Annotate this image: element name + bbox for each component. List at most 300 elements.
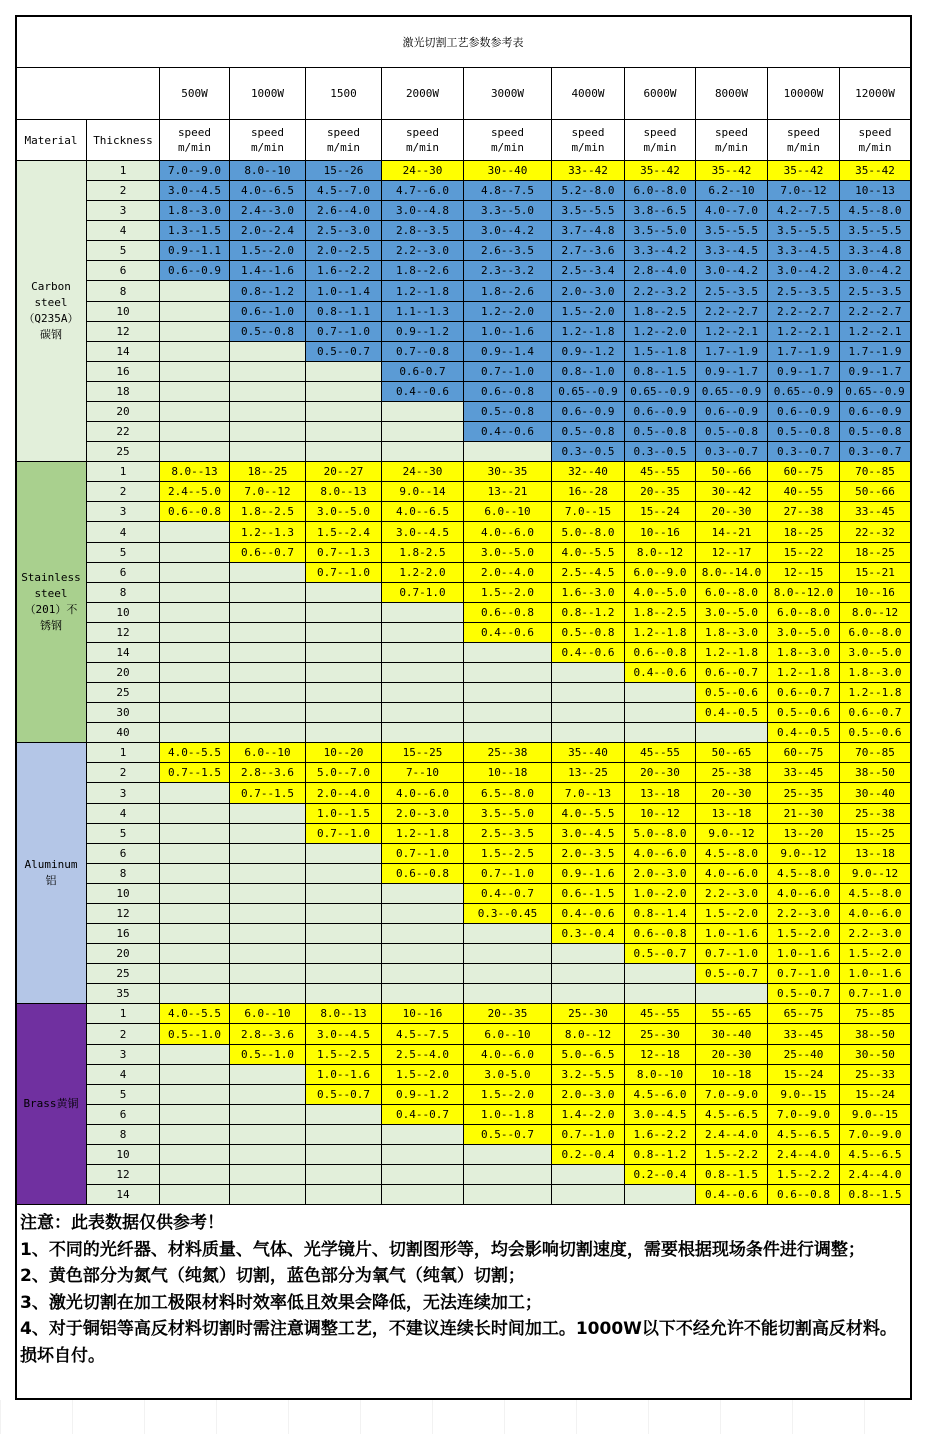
speed-cell: 0.4--0.6 xyxy=(382,382,464,402)
speed-cell: 15--22 xyxy=(768,543,840,563)
thickness-cell: 12 xyxy=(87,904,160,924)
speed-cell: 15--25 xyxy=(840,824,911,844)
speed-cell xyxy=(160,442,230,462)
speed-cell xyxy=(160,824,230,844)
speed-cell xyxy=(552,663,625,683)
speed-cell: 7.0--15 xyxy=(552,502,625,522)
speed-cell: 0.6--0.9 xyxy=(160,261,230,281)
speed-cell: 1.2--2.1 xyxy=(840,322,911,342)
speed-cell: 20--27 xyxy=(306,462,382,482)
speed-cell: 25--30 xyxy=(625,1024,696,1045)
speed-cell: 3.8--6.5 xyxy=(625,201,696,221)
unit-header xyxy=(160,120,230,161)
speed-cell: 4.0--5.5 xyxy=(160,1004,230,1024)
speed-cell: 38--50 xyxy=(840,1024,911,1045)
speed-cell: 6.0--10 xyxy=(230,743,306,763)
speed-cell: 0.9--1.2 xyxy=(552,342,625,362)
speed-cell xyxy=(160,281,230,302)
speed-cell: 9.0--12 xyxy=(768,844,840,864)
speed-cell: 35--42 xyxy=(768,161,840,181)
speed-cell: 15--26 xyxy=(306,161,382,181)
material-cell xyxy=(16,1004,87,1205)
speed-cell: 4.5--8.0 xyxy=(840,884,911,904)
speed-cell xyxy=(230,984,306,1004)
speed-cell xyxy=(230,824,306,844)
speed-cell: 1.8--3.0 xyxy=(696,623,768,643)
speed-cell: 13--25 xyxy=(552,763,625,783)
speed-cell: 1.0--1.6 xyxy=(306,1065,382,1085)
speed-cell: 2.5--3.5 xyxy=(768,281,840,302)
speed-cell xyxy=(160,1185,230,1205)
speed-cell: 0.5--0.8 xyxy=(552,422,625,442)
speed-cell: 0.6--0.9 xyxy=(840,402,911,422)
speed-cell: 0.7--1.5 xyxy=(230,783,306,804)
speed-cell xyxy=(382,1165,464,1185)
speed-cell xyxy=(382,904,464,924)
power-header: 1500 xyxy=(306,68,382,120)
speed-cell: 0.5--0.7 xyxy=(306,342,382,362)
speed-cell xyxy=(230,603,306,623)
speed-cell xyxy=(230,1125,306,1145)
speed-cell: 3.0--4.5 xyxy=(306,1024,382,1045)
speed-cell: 16--28 xyxy=(552,482,625,502)
thickness-cell: 2 xyxy=(87,1024,160,1045)
speed-cell xyxy=(230,1065,306,1085)
unit-mmin-label: m/min xyxy=(858,141,892,154)
speed-cell: 45--55 xyxy=(625,1004,696,1024)
speed-cell xyxy=(382,442,464,462)
speed-cell: 4.0--5.5 xyxy=(552,543,625,563)
speed-cell xyxy=(230,442,306,462)
thickness-cell: 4 xyxy=(87,1065,160,1085)
speed-cell: 1.8--3.0 xyxy=(768,643,840,663)
speed-cell xyxy=(382,703,464,723)
speed-cell: 4.5--7.0 xyxy=(306,181,382,201)
speed-cell: 0.3--0.5 xyxy=(625,442,696,462)
speed-cell xyxy=(306,1105,382,1125)
speed-cell: 24--30 xyxy=(382,161,464,181)
speed-cell: 4.0--7.0 xyxy=(696,201,768,221)
speed-cell: 1.0--1.4 xyxy=(306,281,382,302)
speed-cell xyxy=(160,583,230,603)
speed-cell: 0.6--0.8 xyxy=(464,382,552,402)
speed-cell: 1.5--2.0 xyxy=(230,241,306,261)
speed-cell xyxy=(552,984,625,1004)
speed-cell xyxy=(160,944,230,964)
thickness-cell: 16 xyxy=(87,924,160,944)
thickness-cell: 1 xyxy=(87,161,160,181)
speed-cell xyxy=(230,924,306,944)
speed-cell: 18--25 xyxy=(768,522,840,543)
notes-block xyxy=(16,1208,911,1399)
material-cell xyxy=(16,462,87,743)
speed-cell xyxy=(306,1185,382,1205)
speed-cell xyxy=(464,703,552,723)
thickness-cell: 25 xyxy=(87,442,160,462)
speed-cell xyxy=(160,703,230,723)
speed-cell xyxy=(230,342,306,362)
thickness-cell: 14 xyxy=(87,1185,160,1205)
speed-cell: 25--30 xyxy=(552,1004,625,1024)
speed-cell: 13--20 xyxy=(768,824,840,844)
speed-cell: 27--38 xyxy=(768,502,840,522)
speed-cell: 3.3--4.5 xyxy=(696,241,768,261)
speed-cell: 20--30 xyxy=(696,502,768,522)
speed-cell: 15--24 xyxy=(768,1065,840,1085)
speed-cell: 0.4--0.6 xyxy=(552,904,625,924)
speed-cell xyxy=(160,342,230,362)
thickness-cell: 20 xyxy=(87,663,160,683)
speed-cell xyxy=(696,723,768,743)
speed-cell: 21--30 xyxy=(768,804,840,824)
speed-cell xyxy=(382,422,464,442)
speed-cell xyxy=(464,1165,552,1185)
speed-cell: 1.6--2.2 xyxy=(306,261,382,281)
speed-cell: 1.5--2.0 xyxy=(464,583,552,603)
speed-cell: 7.0--9.0 xyxy=(696,1085,768,1105)
speed-cell: 2.5--3.5 xyxy=(840,281,911,302)
speed-cell: 0.7--1.0 xyxy=(382,844,464,864)
thickness-cell: 1 xyxy=(87,743,160,763)
speed-cell: 0.9--1.7 xyxy=(696,362,768,382)
unit-header xyxy=(306,120,382,161)
speed-cell: 10--12 xyxy=(625,804,696,824)
speed-cell: 0.4--0.6 xyxy=(552,643,625,663)
note-4: 4、对于铜铝等高反材料切割时需注意调整工艺，不建议连续长时间加工。1000W以下不经允许不能切割高反材料。损坏自付。 xyxy=(20,1319,897,1366)
speed-cell: 1.8--3.0 xyxy=(840,663,911,683)
speed-cell: 4.5--7.5 xyxy=(382,1024,464,1045)
speed-cell: 0.2--0.4 xyxy=(625,1165,696,1185)
speed-cell: 0.8--1.2 xyxy=(230,281,306,302)
speed-cell: 0.4--0.5 xyxy=(768,723,840,743)
unit-header xyxy=(464,120,552,161)
speed-cell: 0.3--0.7 xyxy=(696,442,768,462)
thickness-cell: 40 xyxy=(87,723,160,743)
thickness-cell: 18 xyxy=(87,382,160,402)
speed-cell: 0.8--1.5 xyxy=(840,1185,911,1205)
speed-cell: 0.6-0.7 xyxy=(382,362,464,382)
speed-cell: 0.4--0.6 xyxy=(464,623,552,643)
speed-cell: 12--18 xyxy=(625,1045,696,1065)
speed-cell: 0.5--0.6 xyxy=(840,723,911,743)
speed-cell: 2.3--3.2 xyxy=(464,261,552,281)
speed-cell: 30--40 xyxy=(840,783,911,804)
speed-cell: 9.0--12 xyxy=(696,824,768,844)
speed-cell xyxy=(306,583,382,603)
speed-cell: 38--50 xyxy=(840,763,911,783)
power-header: 8000W xyxy=(696,68,768,120)
unit-speed-label: speed xyxy=(250,126,285,139)
speed-cell xyxy=(160,1125,230,1145)
speed-cell: 0.5--0.7 xyxy=(768,984,840,1004)
speed-cell xyxy=(382,964,464,984)
speed-cell: 0.2--0.4 xyxy=(552,1145,625,1165)
thickness-cell: 8 xyxy=(87,864,160,884)
speed-cell xyxy=(306,703,382,723)
speed-cell xyxy=(160,884,230,904)
speed-cell xyxy=(160,603,230,623)
speed-cell: 70--85 xyxy=(840,462,911,482)
thickness-cell: 8 xyxy=(87,583,160,603)
speed-cell xyxy=(464,944,552,964)
thickness-cell: 14 xyxy=(87,342,160,362)
speed-cell xyxy=(464,683,552,703)
speed-cell xyxy=(382,663,464,683)
speed-cell: 5.0--7.0 xyxy=(306,763,382,783)
material-name-line: （Q235A） xyxy=(23,312,79,326)
speed-cell: 2.4--3.0 xyxy=(230,201,306,221)
thickness-cell: 8 xyxy=(87,1125,160,1145)
speed-cell: 0.7--0.8 xyxy=(382,342,464,362)
speed-cell xyxy=(464,723,552,743)
unit-speed-label: speed xyxy=(326,126,361,139)
thickness-cell: 20 xyxy=(87,402,160,422)
speed-cell xyxy=(160,543,230,563)
speed-cell: 0.6--0.7 xyxy=(768,683,840,703)
speed-cell: 10--18 xyxy=(464,763,552,783)
speed-cell: 0.4--0.6 xyxy=(696,1185,768,1205)
speed-cell: 3.0--5.0 xyxy=(306,502,382,522)
speed-cell xyxy=(464,984,552,1004)
speed-cell xyxy=(160,302,230,322)
speed-cell: 0.3--0.45 xyxy=(464,904,552,924)
speed-cell: 2.2--3.0 xyxy=(840,924,911,944)
speed-cell xyxy=(382,884,464,904)
speed-cell xyxy=(306,603,382,623)
speed-cell: 2.0--3.0 xyxy=(625,864,696,884)
speed-cell xyxy=(382,603,464,623)
speed-cell: 0.3--0.7 xyxy=(768,442,840,462)
speed-cell: 0.5--0.8 xyxy=(840,422,911,442)
speed-cell: 1.2--1.8 xyxy=(552,322,625,342)
speed-cell xyxy=(230,643,306,663)
speed-cell: 4.5--6.0 xyxy=(625,1085,696,1105)
speed-cell xyxy=(230,884,306,904)
speed-cell: 4.5--8.0 xyxy=(768,864,840,884)
thickness-cell: 10 xyxy=(87,884,160,904)
speed-cell: 0.4--0.6 xyxy=(464,422,552,442)
speed-cell xyxy=(160,643,230,663)
material-header: Material xyxy=(16,120,87,161)
speed-cell: 10--18 xyxy=(696,1065,768,1085)
speed-cell xyxy=(160,563,230,583)
speed-cell: 1.2--1.3 xyxy=(230,522,306,543)
unit-speed-label: speed xyxy=(786,126,821,139)
speed-cell: 1.7--1.9 xyxy=(696,342,768,362)
speed-cell: 1.2--2.1 xyxy=(768,322,840,342)
speed-cell: 1.1--1.3 xyxy=(382,302,464,322)
speed-cell: 1.2--1.8 xyxy=(696,643,768,663)
speed-cell: 1.2--1.8 xyxy=(382,824,464,844)
speed-cell: 70--85 xyxy=(840,743,911,763)
unit-mmin-label: m/min xyxy=(643,141,677,154)
speed-cell xyxy=(552,1185,625,1205)
speed-cell: 35--40 xyxy=(552,743,625,763)
speed-cell: 3.7--4.8 xyxy=(552,221,625,241)
speed-cell: 1.0--1.8 xyxy=(464,1105,552,1125)
speed-cell xyxy=(160,844,230,864)
speed-cell: 10--16 xyxy=(625,522,696,543)
speed-cell xyxy=(382,683,464,703)
speed-cell xyxy=(306,1125,382,1145)
speed-cell xyxy=(230,844,306,864)
speed-cell xyxy=(230,1165,306,1185)
unit-mmin-label: m/min xyxy=(405,141,440,154)
speed-cell: 3.0--4.2 xyxy=(464,221,552,241)
speed-cell: 4.0--5.0 xyxy=(625,583,696,603)
speed-cell: 0.65--0.9 xyxy=(768,382,840,402)
speed-cell xyxy=(306,382,382,402)
speed-cell: 4.7--6.0 xyxy=(382,181,464,201)
speed-cell: 2.0--3.0 xyxy=(552,1085,625,1105)
speed-cell: 33--45 xyxy=(840,502,911,522)
speed-cell: 0.8--1.5 xyxy=(696,1165,768,1185)
speed-cell: 1.3--1.5 xyxy=(160,221,230,241)
speed-cell: 2.0--3.0 xyxy=(382,804,464,824)
speed-cell: 0.7--1.0 xyxy=(464,864,552,884)
speed-cell xyxy=(160,1145,230,1165)
speed-cell xyxy=(160,683,230,703)
speed-cell: 4.0--6.0 xyxy=(840,904,911,924)
speed-cell: 2.8--3.6 xyxy=(230,763,306,783)
speed-cell: 2.2--3.2 xyxy=(625,281,696,302)
speed-cell: 1.6--2.2 xyxy=(625,1125,696,1145)
speed-cell: 30--42 xyxy=(696,482,768,502)
speed-cell xyxy=(230,663,306,683)
speed-cell: 13--18 xyxy=(625,783,696,804)
speed-cell: 22--32 xyxy=(840,522,911,543)
speed-cell: 32--40 xyxy=(552,462,625,482)
speed-cell: 3.0--4.5 xyxy=(160,181,230,201)
speed-cell: 3.0--4.5 xyxy=(382,522,464,543)
speed-cell: 15--24 xyxy=(625,502,696,522)
note-0: 注意：此表数据仅供参考！ xyxy=(20,1213,224,1233)
speed-cell: 10--16 xyxy=(382,1004,464,1024)
speed-cell: 0.5--0.8 xyxy=(230,322,306,342)
speed-cell xyxy=(230,1185,306,1205)
unit-mmin-label: m/min xyxy=(177,141,212,154)
speed-cell xyxy=(306,984,382,1004)
speed-cell: 3.3--4.5 xyxy=(768,241,840,261)
speed-cell: 0.4--0.6 xyxy=(625,663,696,683)
speed-cell: 6.0--9.0 xyxy=(625,563,696,583)
power-header: 12000W xyxy=(840,68,911,120)
speed-cell: 0.9--1.1 xyxy=(160,241,230,261)
note-1: 1、不同的光纤器、材料质量、气体、光学镜片、切割图形等，均会影响切割速度，需要根据现场条件进行调整； xyxy=(20,1239,865,1260)
speed-cell: 1.5--2.5 xyxy=(306,1045,382,1065)
material-name-line: 碳钢 xyxy=(40,328,62,342)
speed-cell: 1.2--2.0 xyxy=(464,302,552,322)
speed-cell: 10--20 xyxy=(306,743,382,763)
speed-cell: 1.0--2.0 xyxy=(625,884,696,904)
speed-cell: 2.5--3.5 xyxy=(696,281,768,302)
speed-cell: 30--40 xyxy=(464,161,552,181)
speed-cell: 0.6--0.8 xyxy=(768,1185,840,1205)
thickness-cell: 4 xyxy=(87,221,160,241)
thickness-cell: 16 xyxy=(87,362,160,382)
speed-cell: 4.0--5.5 xyxy=(552,804,625,824)
speed-cell: 0.4--0.5 xyxy=(696,703,768,723)
speed-cell: 33--42 xyxy=(552,161,625,181)
speed-cell: 0.6--0.9 xyxy=(625,402,696,422)
speed-cell: 3.5--5.5 xyxy=(552,201,625,221)
speed-cell: 1.0--1.6 xyxy=(696,924,768,944)
speed-cell: 8.0--13 xyxy=(160,462,230,482)
speed-cell: 3.0--4.8 xyxy=(382,201,464,221)
speed-cell: 3.3--4.8 xyxy=(840,241,911,261)
speed-cell: 35--42 xyxy=(625,161,696,181)
power-header: 3000W xyxy=(464,68,552,120)
speed-cell: 3.5--5.5 xyxy=(696,221,768,241)
speed-cell: 0.9--1.7 xyxy=(840,362,911,382)
speed-cell: 4.0--6.0 xyxy=(464,1045,552,1065)
unit-header xyxy=(840,120,911,161)
speed-cell: 2.8--3.6 xyxy=(230,1024,306,1045)
thickness-cell: 25 xyxy=(87,964,160,984)
speed-cell: 45--55 xyxy=(625,462,696,482)
speed-cell: 4.0--6.0 xyxy=(768,884,840,904)
speed-cell: 0.9--1.7 xyxy=(768,362,840,382)
material-name-line: Stainless xyxy=(21,571,81,585)
unit-mmin-label: m/min xyxy=(571,141,605,154)
speed-cell: 2.8--3.5 xyxy=(382,221,464,241)
speed-cell xyxy=(160,422,230,442)
speed-cell: 0.6--0.8 xyxy=(625,924,696,944)
speed-cell xyxy=(230,703,306,723)
speed-cell: 4.5--6.5 xyxy=(696,1105,768,1125)
speed-cell: 60--75 xyxy=(768,743,840,763)
speed-cell: 2.0--4.0 xyxy=(464,563,552,583)
unit-mmin-label: m/min xyxy=(786,141,821,154)
speed-cell: 7.0--9.0 xyxy=(840,1125,911,1145)
speed-cell: 55--65 xyxy=(696,1004,768,1024)
thickness-cell: 10 xyxy=(87,1145,160,1165)
speed-cell: 0.65--0.9 xyxy=(696,382,768,402)
speed-cell xyxy=(160,402,230,422)
unit-speed-label: speed xyxy=(405,126,440,139)
unit-speed-label: speed xyxy=(490,126,525,139)
speed-cell: 7.0--13 xyxy=(552,783,625,804)
speed-cell xyxy=(464,964,552,984)
speed-cell: 2.2--2.7 xyxy=(840,302,911,322)
speed-cell: 14--21 xyxy=(696,522,768,543)
speed-cell: 2.7--3.6 xyxy=(552,241,625,261)
note-2: 2、黄色部分为氮气（纯氮）切割，蓝色部分为氧气（纯氧）切割； xyxy=(20,1266,525,1286)
speed-cell: 10--16 xyxy=(840,583,911,603)
speed-cell: 20--30 xyxy=(696,783,768,804)
speed-cell: 0.6--0.9 xyxy=(552,402,625,422)
material-name-line: steel xyxy=(34,296,68,310)
speed-cell: 1.5--2.0 xyxy=(464,1085,552,1105)
thickness-cell: 4 xyxy=(87,522,160,543)
speed-cell: 4.0--6.0 xyxy=(625,844,696,864)
speed-cell: 7--10 xyxy=(382,763,464,783)
power-header: 10000W xyxy=(768,68,840,120)
speed-cell xyxy=(306,964,382,984)
speed-cell: 15--24 xyxy=(840,1085,911,1105)
speed-cell: 9.0--12 xyxy=(840,864,911,884)
speed-cell: 1.8--2.5 xyxy=(625,302,696,322)
speed-cell xyxy=(160,1045,230,1065)
thickness-cell: 3 xyxy=(87,502,160,522)
speed-cell xyxy=(464,663,552,683)
speed-cell xyxy=(382,1145,464,1165)
speed-cell: 6.0--10 xyxy=(464,1024,552,1045)
speed-cell xyxy=(382,402,464,422)
speed-cell: 33--45 xyxy=(768,763,840,783)
speed-cell: 1.2--1.8 xyxy=(840,683,911,703)
speed-cell: 4.5--8.0 xyxy=(840,201,911,221)
